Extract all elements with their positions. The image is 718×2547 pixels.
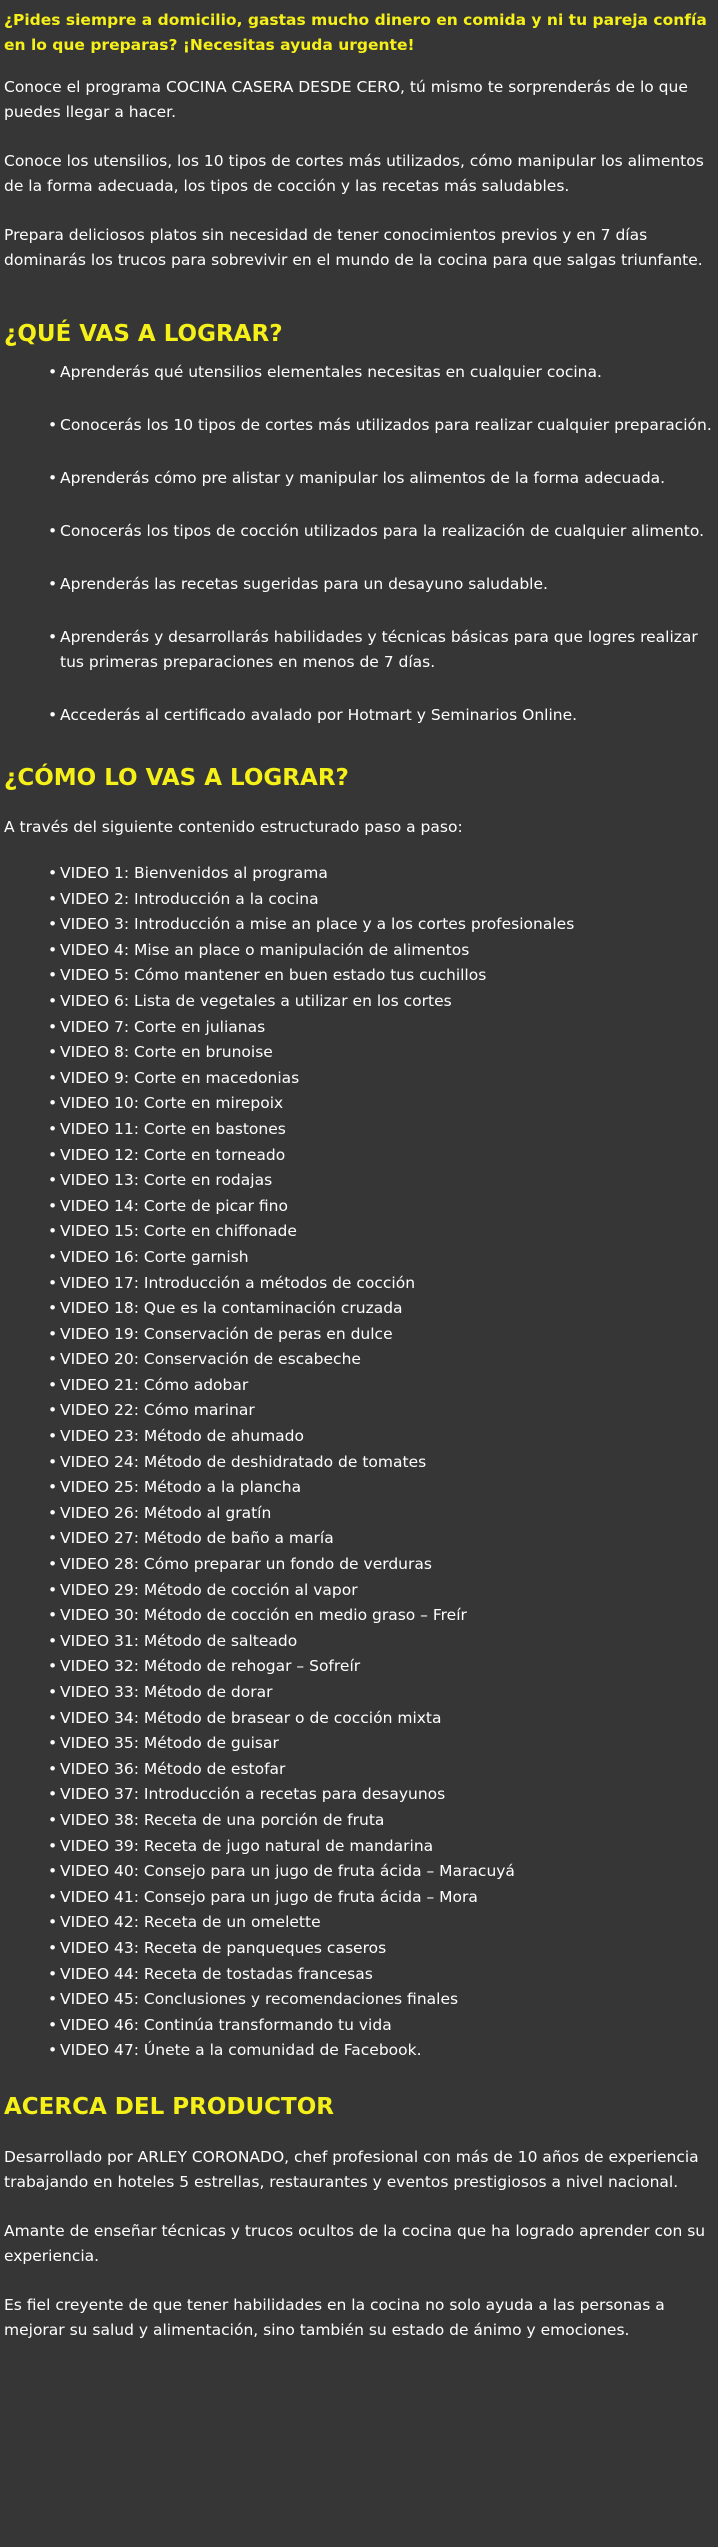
- video-item: • VIDEO 26: Método al gratín: [48, 1501, 714, 1527]
- video-item: • VIDEO 40: Consejo para un jugo de fruta ácida – Maracuyá: [48, 1859, 714, 1885]
- video-item: • VIDEO 21: Cómo adobar: [48, 1373, 714, 1399]
- video-item: • VIDEO 28: Cómo preparar un fondo de verduras: [48, 1552, 714, 1578]
- video-item: • VIDEO 39: Receta de jugo natural de mandarina: [48, 1834, 714, 1860]
- video-item: • VIDEO 3: Introducción a mise an place y a los cortes profesionales: [48, 912, 714, 938]
- video-item: • VIDEO 11: Corte en bastones: [48, 1117, 714, 1143]
- video-item: • VIDEO 45: Conclusiones y recomendaciones finales: [48, 1987, 714, 2013]
- video-item: • VIDEO 25: Método a la plancha: [48, 1475, 714, 1501]
- video-item: • VIDEO 38: Receta de una porción de fruta: [48, 1808, 714, 1834]
- video-item: • VIDEO 17: Introducción a métodos de cocción: [48, 1271, 714, 1297]
- how-intro: A través del siguiente contenido estructurado paso a paso:: [4, 818, 463, 836]
- video-item: • VIDEO 37: Introducción a recetas para desayunos: [48, 1782, 714, 1808]
- goals-list: [4, 360, 714, 728]
- video-item: • VIDEO 18: Que es la contaminación cruzada: [48, 1296, 714, 1322]
- video-item: • VIDEO 33: Método de dorar: [48, 1680, 714, 1706]
- video-item: • VIDEO 34: Método de brasear o de cocción mixta: [48, 1706, 714, 1732]
- video-list: [4, 861, 714, 2064]
- video-item: • VIDEO 2: Introducción a la cocina: [48, 887, 714, 913]
- video-item: • VIDEO 41: Consejo para un jugo de fruta ácida – Mora: [48, 1885, 714, 1911]
- goals-heading: ¿QUÉ VAS A LOGRAR?: [4, 321, 283, 347]
- goal-item: • Aprenderás cómo pre alistar y manipular los alimentos de la forma adecuada.: [48, 466, 714, 491]
- video-item: • VIDEO 30: Método de cocción en medio graso – Freír: [48, 1603, 714, 1629]
- video-item: • VIDEO 20: Conservación de escabeche: [48, 1347, 714, 1373]
- video-item: • VIDEO 15: Corte en chiffonade: [48, 1219, 714, 1245]
- video-item: • VIDEO 47: Únete a la comunidad de Facebook.: [48, 2038, 714, 2064]
- how-heading: ¿CÓMO LO VAS A LOGRAR?: [4, 765, 349, 791]
- about-paragraph-1: Desarrollado por ARLEY CORONADO, chef profesional con más de 10 años de experiencia trabajando en hoteles 5 estrellas, restaurantes y eventos prestigiosos a nivel nacional.: [4, 2147, 699, 2191]
- video-item: • VIDEO 22: Cómo marinar: [48, 1398, 714, 1424]
- video-item: • VIDEO 1: Bienvenidos al programa: [48, 861, 714, 887]
- video-item: • VIDEO 5: Cómo mantener en buen estado tus cuchillos: [48, 963, 714, 989]
- video-item: • VIDEO 19: Conservación de peras en dulce: [48, 1322, 714, 1348]
- video-item: • VIDEO 24: Método de deshidratado de tomates: [48, 1450, 714, 1476]
- intro-paragraph-2: Conoce los utensilios, los 10 tipos de cortes más utilizados, cómo manipular los alimentos de la forma adecuada, los tipos de cocción y las recetas más saludables.: [4, 152, 704, 195]
- video-item: • VIDEO 23: Método de ahumado: [48, 1424, 714, 1450]
- intro-paragraph-1: Conoce el programa COCINA CASERA DESDE CERO, tú mismo te sorprenderás de lo que puedes llegar a hacer.: [4, 78, 688, 121]
- video-item: • VIDEO 31: Método de salteado: [48, 1629, 714, 1655]
- video-item: • VIDEO 29: Método de cocción al vapor: [48, 1578, 714, 1604]
- video-item: • VIDEO 44: Receta de tostadas francesas: [48, 1962, 714, 1988]
- video-item: • VIDEO 27: Método de baño a maría: [48, 1526, 714, 1552]
- about-paragraph-3: Es fiel creyente de que tener habilidades en la cocina no solo ayuda a las personas a mejorar su salud y alimentación, sino también su estado de ánimo y emociones.: [4, 2295, 665, 2339]
- video-item: • VIDEO 46: Continúa transformando tu vida: [48, 2013, 714, 2039]
- goal-item: • Accederás al certificado avalado por Hotmart y Seminarios Online.: [48, 703, 714, 728]
- goal-item: • Conocerás los tipos de cocción utilizados para la realización de cualquier alimento.: [48, 519, 714, 544]
- video-item: • VIDEO 4: Mise an place o manipulación de alimentos: [48, 938, 714, 964]
- video-item: • VIDEO 7: Corte en julianas: [48, 1015, 714, 1041]
- video-item: • VIDEO 9: Corte en macedonias: [48, 1066, 714, 1092]
- video-item: • VIDEO 42: Receta de un omelette: [48, 1910, 714, 1936]
- about-paragraph-2: Amante de enseñar técnicas y trucos ocultos de la cocina que ha logrado aprender con su experiencia.: [4, 2221, 706, 2265]
- about-heading: ACERCA DEL PRODUCTOR: [4, 2093, 334, 2120]
- video-item: • VIDEO 35: Método de guisar: [48, 1731, 714, 1757]
- intro-paragraph-3: Prepara deliciosos platos sin necesidad de tener conocimientos previos y en 7 días dominarás los trucos para sobrevivir en el mundo de la cocina para que salgas triunfante.: [4, 226, 703, 269]
- goal-item: • Aprenderás y desarrollarás habilidades y técnicas básicas para que logres realizar tus primeras preparaciones en menos de 7 días.: [48, 625, 714, 675]
- goal-item: • Aprenderás las recetas sugeridas para un desayuno saludable.: [48, 572, 714, 597]
- video-item: • VIDEO 43: Receta de panqueques caseros: [48, 1936, 714, 1962]
- video-item: • VIDEO 12: Corte en torneado: [48, 1143, 714, 1169]
- video-item: • VIDEO 32: Método de rehogar – Sofreír: [48, 1654, 714, 1680]
- goal-item: • Conocerás los 10 tipos de cortes más utilizados para realizar cualquier preparación.: [48, 413, 714, 438]
- video-item: • VIDEO 36: Método de estofar: [48, 1757, 714, 1783]
- video-item: • VIDEO 14: Corte de picar fino: [48, 1194, 714, 1220]
- video-item: • VIDEO 10: Corte en mirepoix: [48, 1091, 714, 1117]
- intro-headline: ¿Pides siempre a domicilio, gastas mucho dinero en comida y ni tu pareja confía en lo que preparas? ¡Necesitas ayuda urgente!: [4, 11, 707, 54]
- video-item: • VIDEO 16: Corte garnish: [48, 1245, 714, 1271]
- goal-item: • Aprenderás qué utensilios elementales necesitas en cualquier cocina.: [48, 360, 714, 385]
- video-item: • VIDEO 8: Corte en brunoise: [48, 1040, 714, 1066]
- video-item: • VIDEO 13: Corte en rodajas: [48, 1168, 714, 1194]
- video-item: • VIDEO 6: Lista de vegetales a utilizar en los cortes: [48, 989, 714, 1015]
